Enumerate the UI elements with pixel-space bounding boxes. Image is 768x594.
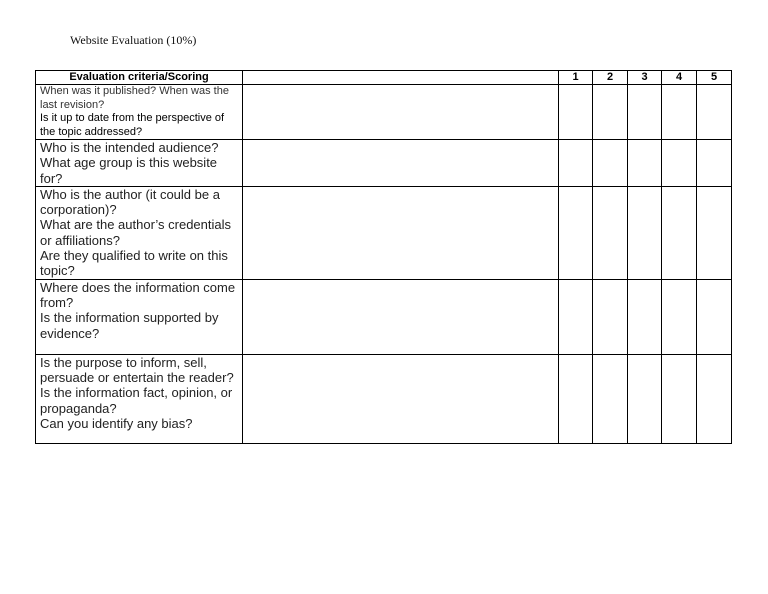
criteria-question: Who is the author (it could be a corporation)?: [40, 186, 220, 218]
table-header-row: [36, 71, 732, 85]
score-header-5: 5: [697, 71, 732, 85]
criteria-question: Is the information supported by evidence?: [40, 310, 219, 341]
header-criteria: Evaluation criteria/Scoring: [36, 71, 243, 85]
score-cell-4[interactable]: [662, 186, 697, 279]
score-cell-4[interactable]: [662, 279, 697, 354]
score-cell-3[interactable]: [628, 354, 662, 443]
score-cell-4[interactable]: [662, 85, 697, 140]
notes-cell[interactable]: [243, 186, 559, 279]
score-cell-1[interactable]: [559, 279, 593, 354]
criteria-cell: [36, 140, 243, 187]
score-cell-2[interactable]: [593, 140, 628, 187]
criteria-cell: [36, 279, 243, 354]
header-notes: [243, 71, 559, 85]
criteria-question: Are they qualified to write on this topic?: [40, 248, 228, 279]
score-header-4: 4: [662, 71, 697, 85]
score-header-2: 2: [593, 71, 628, 85]
score-header-1: 1: [559, 71, 593, 85]
criteria-question: What age group is this website for?: [40, 155, 218, 186]
score-cell-3[interactable]: [628, 279, 662, 354]
score-cell-2[interactable]: [593, 186, 628, 279]
score-cell-4[interactable]: [662, 354, 697, 443]
criteria-question: Where does the information come from?: [40, 279, 236, 310]
criteria-question: Is the purpose to inform, sell, persuade or entertain the reader?: [40, 354, 234, 385]
criteria-question: What are the author’s credentials or affiliations?: [40, 217, 232, 248]
score-cell-2[interactable]: [593, 279, 628, 354]
criteria-question: Who is the intended audience?: [40, 140, 219, 155]
criteria-cell: [36, 354, 243, 443]
table-row: [36, 140, 732, 187]
notes-cell[interactable]: [243, 140, 559, 187]
evaluation-rubric-table: [35, 70, 732, 444]
document-title: Website Evaluation (10%): [70, 33, 197, 47]
score-cell-1[interactable]: [559, 140, 593, 187]
score-cell-3[interactable]: [628, 85, 662, 140]
criteria-question: Can you identify any bias?: [40, 415, 193, 431]
score-cell-4[interactable]: [662, 140, 697, 187]
table-row: [36, 186, 732, 279]
notes-cell[interactable]: [243, 279, 559, 354]
score-cell-5[interactable]: [697, 85, 732, 140]
score-cell-2[interactable]: [593, 85, 628, 140]
criteria-question: Is it up to date from the perspective of the topic addressed?: [40, 112, 225, 138]
score-cell-1[interactable]: [559, 85, 593, 140]
score-cell-2[interactable]: [593, 354, 628, 443]
score-cell-1[interactable]: [559, 354, 593, 443]
table-row: [36, 354, 732, 443]
criteria-question: Is the information fact, opinion, or propaganda?: [40, 385, 233, 416]
notes-cell[interactable]: [243, 354, 559, 443]
criteria-question: When was it published? When was the last revision?: [40, 85, 229, 111]
score-cell-5[interactable]: [697, 140, 732, 187]
notes-cell[interactable]: [243, 85, 559, 140]
score-cell-5[interactable]: [697, 186, 732, 279]
table-row: [36, 85, 732, 140]
score-cell-5[interactable]: [697, 354, 732, 443]
criteria-cell: [36, 85, 243, 140]
score-cell-3[interactable]: [628, 140, 662, 187]
score-cell-1[interactable]: [559, 186, 593, 279]
score-cell-5[interactable]: [697, 279, 732, 354]
table-row: [36, 279, 732, 354]
criteria-cell: [36, 186, 243, 279]
score-header-3: 3: [628, 71, 662, 85]
score-cell-3[interactable]: [628, 186, 662, 279]
